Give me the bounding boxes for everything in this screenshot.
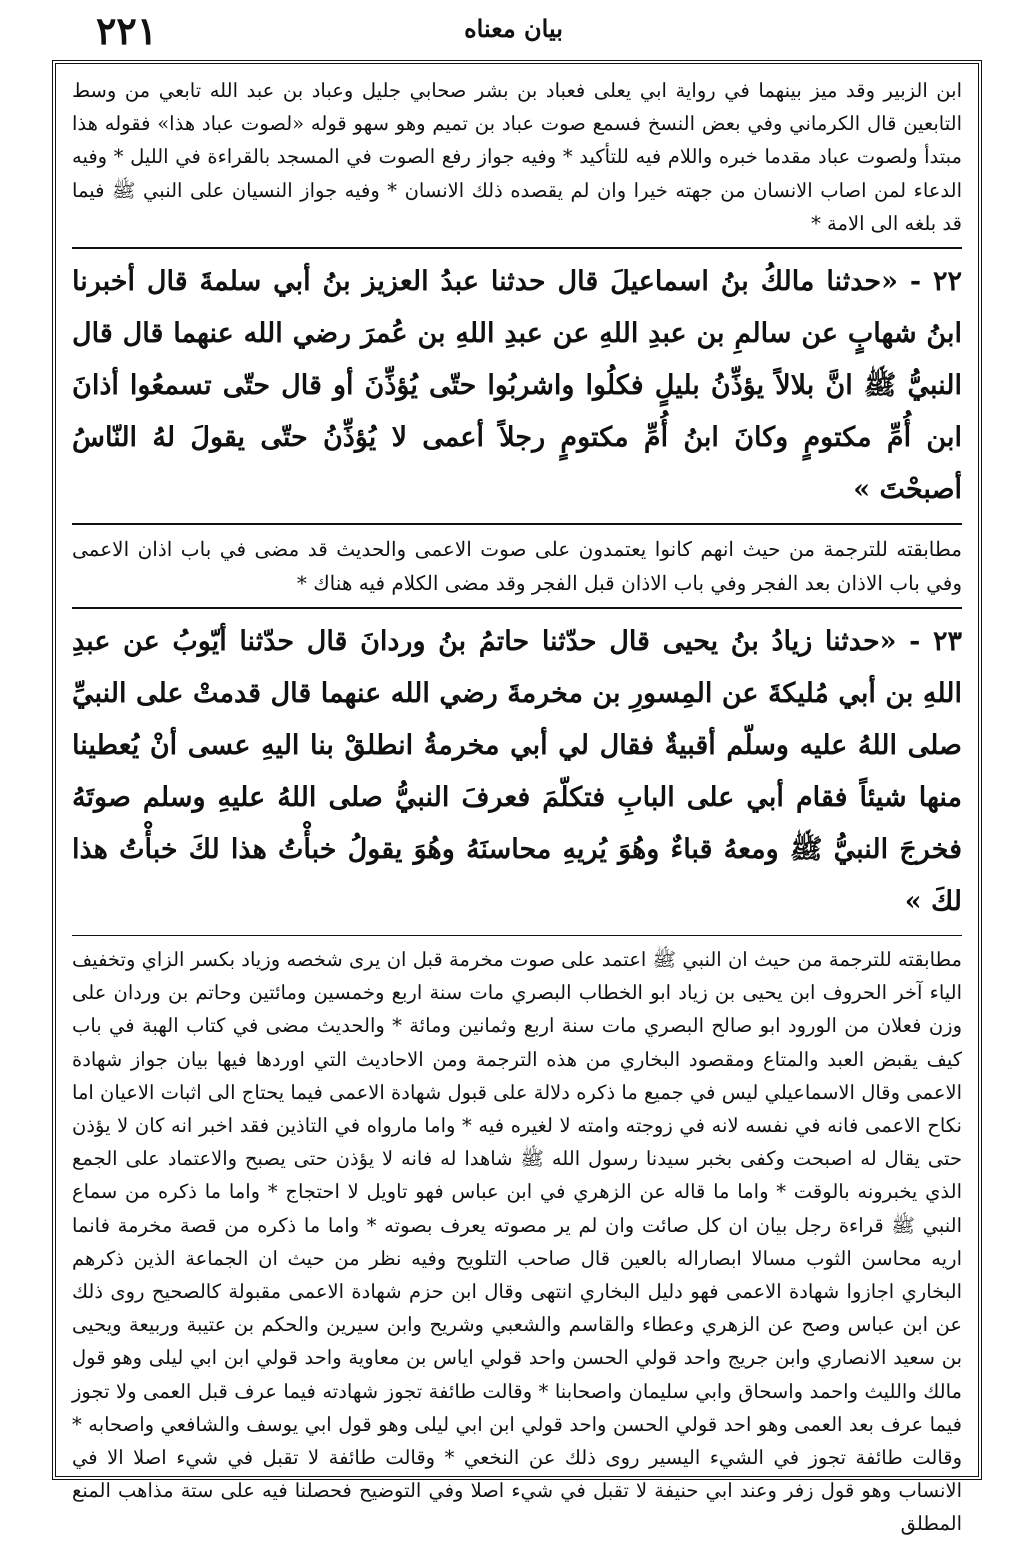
hadith-23	[72, 616, 962, 928]
commentary-block-1: ابن الزبير وقد ميز بينهما في رواية ابي يعلى فعباد بن بشر صحابي جليل وعباد بن عبد الله تابعي من وسط التابعين قال الكرماني وفي بعض النسخ فسمع صوت عباد بن تميم وهو سهو قوله «لصوت عباد هذا» فقوله هذا مبتدأ ولصوت عباد مقدما خبره واللام فيه للتأكيد * وفيه جواز رفع الصوت في المسجد بالقراءة في الليل * وفيه الدعاء لمن اصاب الانسان من جهته خيرا وان لم يقصده ذلك الانسان * وفيه جواز النسيان على النبي ﷺ فيما قد بلغه الى الامة *	[72, 79, 962, 235]
separator	[72, 935, 962, 936]
separator	[72, 607, 962, 609]
hadith-22-ref: ۲۲ - «حدثنا	[826, 266, 963, 298]
hadith-23-ref: ۲۳ - «حدثنا	[824, 626, 962, 658]
separator	[72, 247, 962, 249]
commentary-block-3: مطابقته للترجمة من حيث ان النبي ﷺ اعتمد على صوت مخرمة قبل ان يرى شخصه وزياد بكسر الزاي وتخفيف الياء آخر الحروف ابن يحيى بن زياد ابو الخطاب البصري مات سنة اربع وخمسين ومائتين وحاتم بن وردان على وزن فعلان من الورود ابو صالح البصري مات سنة اربع وثمانين ومائة * والحديث مضى في كتاب الهبة في باب كيف يقبض العبد والمتاع ومقصود البخاري من هذه الترجمة ومن الاحاديث التي اوردها فيها بيان جواز شهادة الاعمى وقال الاسماعيلي ليس في جميع ما ذكره دلالة على قبول شهادة الاعمى فيما يحتاج الى اثبات الاعيان اما نكاح الاعمى فانه في نفسه لانه في زوجته وامته لا لغيره فيه * واما مارواه في التاذين فقد اخبر انه كان لا يؤذن حتى يقال له اصبحت وكفى بخبر سيدنا رسول الله ﷺ شاهدا له فانه لا يؤذن حتى يصبح والاعتماد على الجمع الذي يخبرونه بالوقت * واما ما قاله عن الزهري في ابن عباس فهو تاويل لا احتجاج * واما ما ذكره من سماع النبي ﷺ قراءة رجل بيان ان كل صائت وان لم ير مصوته يعرف بصوته * واما ما ذكره من قصة مخرمة فانما اريه محاسن الثوب مسالا ابصاراله بالعين قال صاحب التلويح وفيه نظر من حيث ان الجماعة الذين ذكرهم البخاري اجازوا شهادة الاعمى فهو دليل البخاري انتهى وقال ابن حزم شهادة الاعمى مقبولة كالصحيح روى ذلك عن ابن عباس وصح عن الزهري وعطاء والقاسم والشعبي وشريح وابن سيرين والحكم بن عتيبة وربيعة ويحيى بن سعيد الانصاري وابن جريج واحد قولي الحسن واحد قولي اياس بن معاوية واحد قولي ابن ابي ليلى وهو قول مالك والليث واحمد واسحاق وابي سليمان واصحابنا * وقالت طائفة تجوز شهادته فيما عرف قبل العمى ولا تجوز فيما عرف بعد العمى وهو احد قولي الحسن واحد قولي ابن ابي ليلى وهو قول ابي يوسف والشافعي واصحابه * وقالت طائفة تجوز في الشيء اليسير روى ذلك عن النخعي * وقالت طائفة لا تقبل في شيء اصلا الا في الانساب وهو قول زفر وعند ابي حنيفة لا تقبل في شيء اصلا وفي التوضيح فحصلنا فيه على ستة مذاهب المنع المطلق	[72, 948, 962, 1536]
hadith-23-text: زيادُ بنُ يحيى قال حدّثنا حاتمُ بنُ وردانَ قال حدّثنا أيّوبُ عن عبدِ اللهِ بن أبي مُليكةَ عن المِسورِ بن مخرمةَ رضي الله عنهما قال قدمتْ على النبيِّ صلى اللهُ عليه وسلّم أقبيةٌ فقال لي أبي مخرمةُ انطلقْ بنا اليهِ عسى أنْ يُعطينا منها شيئاً فقام أبي على البابِ فتكلّمَ فعرفَ النبيُّ صلى اللهُ عليهِ وسلم صوتَهُ فخرجَ النبيُّ ﷺ ومعهُ قباءٌ وهُوَ يُريهِ محاسنَهُ وهُوَ يقولُ خبأْتُ هذا لكَ خبأْتُ هذا لكَ »	[72, 626, 963, 918]
hadith-22-text: مالكُ بنُ اسماعيلَ قال حدثنا عبدُ العزيز بنُ أبي سلمةَ قال أخبرنا ابنُ شهابٍ عن سالمِ بن عبدِ اللهِ عن عبدِ اللهِ بن عُمرَ رضي الله عنهما قال قال النبيُّ ﷺ انَّ بلالاً يؤذِّنُ بليلٍ فكلُوا واشربُوا حتّى يُؤذِّنَ أو قال حتّى تسمعُوا أذانَ ابن أُمِّ مكتومٍ وكانَ ابنُ أُمِّ مكتومٍ رجلاً أعمى لا يُؤذِّنُ حتّى يقولَ لهُ النّاسُ أصبحْتَ »	[72, 266, 962, 506]
commentary-block-2: مطابقته للترجمة من حيث انهم كانوا يعتمدون على صوت الاعمى والحديث قد مضى في باب اذان الاعمى وفي باب الاذان بعد الفجر وفي باب الاذان قبل الفجر وقد مضى الكلام فيه هناك *	[72, 537, 962, 596]
text-frame	[52, 60, 982, 1536]
page-number: ۲۲۱	[96, 8, 158, 53]
hadith-22	[72, 256, 962, 516]
separator	[72, 523, 962, 525]
running-head: بيان معناه	[464, 14, 563, 43]
